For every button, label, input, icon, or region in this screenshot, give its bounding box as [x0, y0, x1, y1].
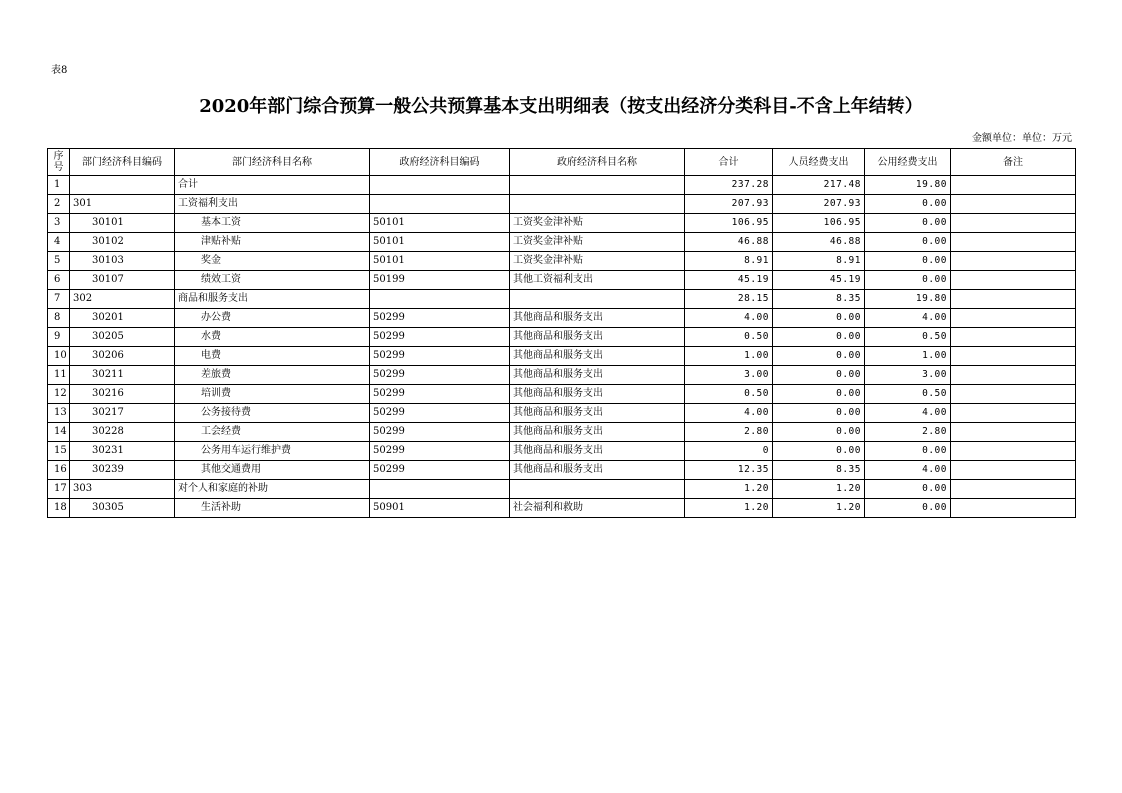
cell-seq: 13 [48, 404, 70, 423]
cell-personnel: 217.48 [773, 176, 865, 195]
table-row [48, 214, 1076, 233]
cell-dept-code: 30231 [70, 442, 175, 461]
cell-gov-name [510, 195, 685, 214]
cell-dept-name: 水费 [175, 328, 370, 347]
cell-dept-name: 绩效工资 [175, 271, 370, 290]
cell-gov-code: 50101 [370, 214, 510, 233]
cell-dept-name: 工资福利支出 [175, 195, 370, 214]
cell-gov-name [510, 290, 685, 309]
cell-seq: 3 [48, 214, 70, 233]
cell-public: 19.80 [865, 290, 951, 309]
cell-seq: 7 [48, 290, 70, 309]
cell-public: 0.00 [865, 271, 951, 290]
cell-gov-name: 其他商品和服务支出 [510, 328, 685, 347]
cell-note [951, 461, 1076, 480]
cell-seq: 1 [48, 176, 70, 195]
cell-seq: 16 [48, 461, 70, 480]
cell-public: 4.00 [865, 309, 951, 328]
cell-note [951, 442, 1076, 461]
cell-gov-name [510, 480, 685, 499]
table-row [48, 442, 1076, 461]
header-seq: 序 号 [48, 149, 70, 176]
table-row [48, 480, 1076, 499]
cell-seq: 11 [48, 366, 70, 385]
cell-seq: 6 [48, 271, 70, 290]
cell-total: 4.00 [685, 404, 773, 423]
cell-gov-name [510, 176, 685, 195]
cell-seq: 17 [48, 480, 70, 499]
cell-dept-code: 30228 [70, 423, 175, 442]
cell-seq: 8 [48, 309, 70, 328]
cell-public: 0.00 [865, 442, 951, 461]
cell-gov-code: 50299 [370, 404, 510, 423]
cell-public: 0.00 [865, 252, 951, 271]
cell-gov-code [370, 480, 510, 499]
cell-gov-code: 50101 [370, 252, 510, 271]
cell-note [951, 480, 1076, 499]
table-row [48, 385, 1076, 404]
cell-gov-code [370, 195, 510, 214]
cell-public: 0.00 [865, 214, 951, 233]
cell-personnel: 207.93 [773, 195, 865, 214]
cell-personnel: 106.95 [773, 214, 865, 233]
header-total: 合计 [685, 149, 773, 176]
cell-public: 3.00 [865, 366, 951, 385]
cell-gov-name: 工资奖金津补贴 [510, 252, 685, 271]
cell-dept-code: 303 [70, 480, 175, 499]
cell-personnel: 1.20 [773, 499, 865, 518]
cell-seq: 18 [48, 499, 70, 518]
cell-personnel: 0.00 [773, 442, 865, 461]
table-row [48, 328, 1076, 347]
table-row [48, 176, 1076, 195]
cell-dept-name: 生活补助 [175, 499, 370, 518]
cell-dept-name: 合计 [175, 176, 370, 195]
cell-seq: 12 [48, 385, 70, 404]
table-row [48, 252, 1076, 271]
cell-personnel: 0.00 [773, 347, 865, 366]
table-header-row [48, 149, 1076, 176]
cell-gov-code: 50299 [370, 385, 510, 404]
cell-seq: 15 [48, 442, 70, 461]
cell-total: 1.20 [685, 499, 773, 518]
cell-note [951, 499, 1076, 518]
cell-gov-name: 其他商品和服务支出 [510, 347, 685, 366]
cell-note [951, 366, 1076, 385]
header-personnel: 人员经费支出 [773, 149, 865, 176]
cell-seq: 14 [48, 423, 70, 442]
cell-dept-name: 其他交通费用 [175, 461, 370, 480]
cell-gov-code: 50299 [370, 347, 510, 366]
cell-total: 237.28 [685, 176, 773, 195]
header-note: 备注 [951, 149, 1076, 176]
cell-dept-code: 30107 [70, 271, 175, 290]
cell-gov-name: 工资奖金津补贴 [510, 233, 685, 252]
cell-note [951, 385, 1076, 404]
cell-gov-code: 50299 [370, 328, 510, 347]
cell-gov-name: 其他商品和服务支出 [510, 404, 685, 423]
cell-total: 3.00 [685, 366, 773, 385]
cell-seq: 9 [48, 328, 70, 347]
cell-dept-name: 奖金 [175, 252, 370, 271]
cell-gov-code: 50299 [370, 366, 510, 385]
cell-dept-name: 工会经费 [175, 423, 370, 442]
cell-public: 0.50 [865, 328, 951, 347]
cell-note [951, 328, 1076, 347]
cell-dept-name: 公务用车运行维护费 [175, 442, 370, 461]
cell-note [951, 233, 1076, 252]
cell-dept-name: 差旅费 [175, 366, 370, 385]
cell-personnel: 8.35 [773, 290, 865, 309]
cell-dept-code [70, 176, 175, 195]
cell-note [951, 423, 1076, 442]
cell-dept-code: 30206 [70, 347, 175, 366]
cell-dept-code: 30101 [70, 214, 175, 233]
table-number-label: 表8 [51, 65, 68, 76]
cell-gov-name: 其他商品和服务支出 [510, 423, 685, 442]
unit-note: 金额单位：单位：万元 [972, 133, 1072, 144]
cell-note [951, 176, 1076, 195]
cell-dept-code: 30103 [70, 252, 175, 271]
cell-note [951, 309, 1076, 328]
cell-gov-code [370, 176, 510, 195]
cell-total: 45.19 [685, 271, 773, 290]
cell-total: 8.91 [685, 252, 773, 271]
table-row [48, 290, 1076, 309]
budget-detail-table [47, 148, 1076, 518]
cell-public: 1.00 [865, 347, 951, 366]
cell-total: 0.50 [685, 385, 773, 404]
cell-dept-code: 30211 [70, 366, 175, 385]
table-row [48, 309, 1076, 328]
cell-note [951, 347, 1076, 366]
cell-gov-code: 50101 [370, 233, 510, 252]
cell-personnel: 0.00 [773, 423, 865, 442]
cell-gov-name: 社会福利和救助 [510, 499, 685, 518]
cell-public: 0.00 [865, 480, 951, 499]
cell-dept-name: 津贴补贴 [175, 233, 370, 252]
table-row [48, 499, 1076, 518]
cell-total: 46.88 [685, 233, 773, 252]
cell-dept-name: 办公费 [175, 309, 370, 328]
cell-gov-name: 工资奖金津补贴 [510, 214, 685, 233]
cell-note [951, 252, 1076, 271]
cell-gov-name: 其他商品和服务支出 [510, 309, 685, 328]
header-gov-name: 政府经济科目名称 [510, 149, 685, 176]
cell-public: 0.00 [865, 195, 951, 214]
cell-public: 4.00 [865, 404, 951, 423]
cell-personnel: 0.00 [773, 309, 865, 328]
cell-dept-code: 30205 [70, 328, 175, 347]
cell-gov-code: 50299 [370, 309, 510, 328]
cell-dept-code: 30102 [70, 233, 175, 252]
header-dept-name: 部门经济科目名称 [175, 149, 370, 176]
cell-gov-name: 其他商品和服务支出 [510, 442, 685, 461]
cell-gov-name: 其他商品和服务支出 [510, 385, 685, 404]
cell-note [951, 195, 1076, 214]
table-row [48, 461, 1076, 480]
cell-public: 0.50 [865, 385, 951, 404]
table-row [48, 423, 1076, 442]
cell-gov-name: 其他工资福利支出 [510, 271, 685, 290]
cell-dept-name: 商品和服务支出 [175, 290, 370, 309]
cell-total: 12.35 [685, 461, 773, 480]
cell-dept-code: 30305 [70, 499, 175, 518]
table-row [48, 404, 1076, 423]
cell-seq: 2 [48, 195, 70, 214]
cell-total: 0 [685, 442, 773, 461]
cell-personnel: 1.20 [773, 480, 865, 499]
cell-gov-code: 50299 [370, 461, 510, 480]
cell-personnel: 0.00 [773, 385, 865, 404]
cell-dept-name: 电费 [175, 347, 370, 366]
cell-personnel: 0.00 [773, 328, 865, 347]
cell-public: 4.00 [865, 461, 951, 480]
cell-note [951, 271, 1076, 290]
cell-gov-name: 其他商品和服务支出 [510, 366, 685, 385]
cell-seq: 10 [48, 347, 70, 366]
cell-gov-code [370, 290, 510, 309]
cell-note [951, 214, 1076, 233]
cell-personnel: 46.88 [773, 233, 865, 252]
cell-dept-name: 公务接待费 [175, 404, 370, 423]
table-row [48, 366, 1076, 385]
cell-dept-code: 30217 [70, 404, 175, 423]
cell-gov-code: 50299 [370, 442, 510, 461]
cell-public: 2.80 [865, 423, 951, 442]
table-body [48, 176, 1076, 518]
cell-dept-code: 301 [70, 195, 175, 214]
cell-total: 4.00 [685, 309, 773, 328]
header-dept-code: 部门经济科目编码 [70, 149, 175, 176]
cell-personnel: 8.91 [773, 252, 865, 271]
cell-personnel: 8.35 [773, 461, 865, 480]
cell-gov-name: 其他商品和服务支出 [510, 461, 685, 480]
cell-seq: 5 [48, 252, 70, 271]
cell-note [951, 404, 1076, 423]
cell-total: 2.80 [685, 423, 773, 442]
cell-total: 0.50 [685, 328, 773, 347]
cell-public: 0.00 [865, 499, 951, 518]
cell-total: 1.20 [685, 480, 773, 499]
cell-dept-name: 基本工资 [175, 214, 370, 233]
cell-dept-name: 对个人和家庭的补助 [175, 480, 370, 499]
page-title: 2020年部门综合预算一般公共预算基本支出明细表（按支出经济分类科目-不含上年结转） [199, 96, 923, 117]
cell-note [951, 290, 1076, 309]
cell-dept-code: 30216 [70, 385, 175, 404]
cell-dept-code: 302 [70, 290, 175, 309]
cell-dept-name: 培训费 [175, 385, 370, 404]
table-row [48, 233, 1076, 252]
cell-personnel: 0.00 [773, 404, 865, 423]
cell-public: 0.00 [865, 233, 951, 252]
cell-public: 19.80 [865, 176, 951, 195]
cell-gov-code: 50199 [370, 271, 510, 290]
cell-personnel: 0.00 [773, 366, 865, 385]
cell-seq: 4 [48, 233, 70, 252]
header-public: 公用经费支出 [865, 149, 951, 176]
cell-dept-code: 30239 [70, 461, 175, 480]
cell-total: 1.00 [685, 347, 773, 366]
cell-gov-code: 50299 [370, 423, 510, 442]
cell-dept-code: 30201 [70, 309, 175, 328]
table-row [48, 347, 1076, 366]
cell-total: 207.93 [685, 195, 773, 214]
header-gov-code: 政府经济科目编码 [370, 149, 510, 176]
cell-total: 106.95 [685, 214, 773, 233]
cell-total: 28.15 [685, 290, 773, 309]
cell-personnel: 45.19 [773, 271, 865, 290]
table-row [48, 195, 1076, 214]
table-row [48, 271, 1076, 290]
cell-gov-code: 50901 [370, 499, 510, 518]
